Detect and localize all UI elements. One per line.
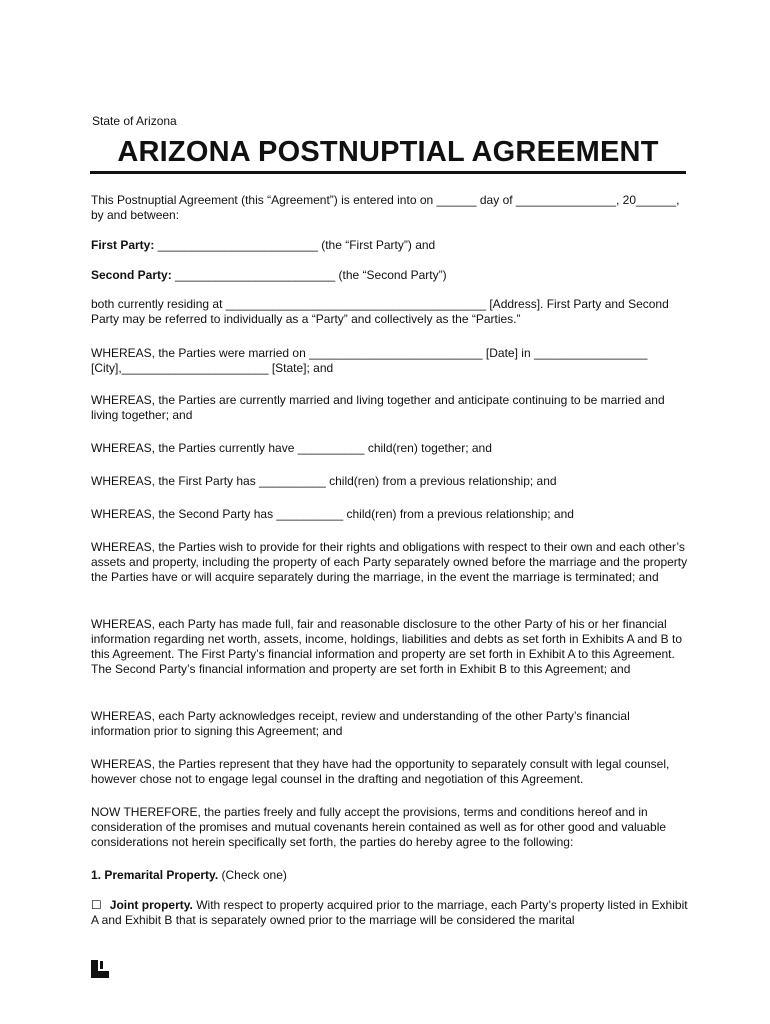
whereas-second-party-children: WHEREAS, the Second Party has __________ child(ren) from a previous relationship; and [91,507,574,521]
title-underline [90,171,686,174]
whereas-disclosure: WHEREAS, each Party has made full, fair and reasonable disclosure to the other Party of his or her financial information regarding net worth, assets, income, holdings, liabilities and debts as set forth in Exhibits A and B to this Agreement. The First Party’s financial information and property are set forth in Exhibit A to this Agreement. The Second Party’s financial information and property are set forth in Exhibit B to this Agreement; and [91,617,682,676]
logo-icon [91,960,109,978]
whereas-receipt: WHEREAS, each Party acknowledges receipt, review and understanding of the other Party’s financial information prior to signing this Agreement; and [91,709,630,738]
joint-property-label: Joint property. [109,898,193,912]
state-label: State of Arizona [92,114,177,128]
second-party-line [91,268,691,283]
whereas-rights: WHEREAS, the Parties wish to provide for their rights and obligations with respect to their own and each other’s assets and property, including the property of each Party separately owned before the marriage and the property the Parties have or will acquire separately during the marriage, in the event the marriage is terminated; and [91,540,688,584]
first-party-label: First Party: [91,238,155,252]
residing-paragraph: both currently residing at _______________________________________ [Address]. First Party and Second Party may be referred to individually as a “Party” and collectively as the “Parties.” [91,297,669,326]
joint-property-text: With respect to property acquired prior to the marriage, each Party’s property listed in Exhibit A and Exhibit B that is separately owned prior to the marriage will be considered the marital [91,898,688,927]
whereas-married: WHEREAS, the Parties were married on __________________________ [Date] in _________________ [City],______________________ [State]; and [91,346,648,375]
whereas-first-party-children: WHEREAS, the First Party has __________ child(ren) from a previous relationship; and [91,474,557,488]
section-1-label: 1. Premarital Property. [91,868,219,882]
whereas-children: WHEREAS, the Parties currently have __________ child(ren) together; and [91,441,492,455]
whereas-living: WHEREAS, the Parties are currently married and living together and anticipate continuing to be married and living together; and [91,393,665,422]
second-party-label: Second Party: [91,268,172,282]
now-therefore-paragraph: NOW THEREFORE, the parties freely and fully accept the provisions, terms and conditions hereof and in consideration of the promises and mutual covenants herein contained as well as for other good and valuable considerations not herein specifically set forth, the parties do hereby agree to the following: [91,805,667,849]
section-1-heading [91,868,691,883]
section-1-note: (Check one) [218,868,287,882]
first-party-text: ________________________ (the “First Party”) and [154,238,436,252]
joint-property-clause [91,898,691,928]
whereas-counsel: WHEREAS, the Parties represent that they have had the opportunity to separately consult with legal counsel, however chose not to engage legal counsel in the drafting and negotiation of this Agreement. [91,757,670,786]
second-party-text: ________________________ (the “Second Party”) [171,268,447,282]
first-party-line [91,238,691,253]
intro-paragraph: This Postnuptial Agreement (this “Agreement”) is entered into on ______ day of _______________, 20______, by and between: [91,193,680,222]
document-title: ARIZONA POSTNUPTIAL AGREEMENT [117,136,659,168]
joint-property-checkbox[interactable]: ☐ [91,898,102,912]
